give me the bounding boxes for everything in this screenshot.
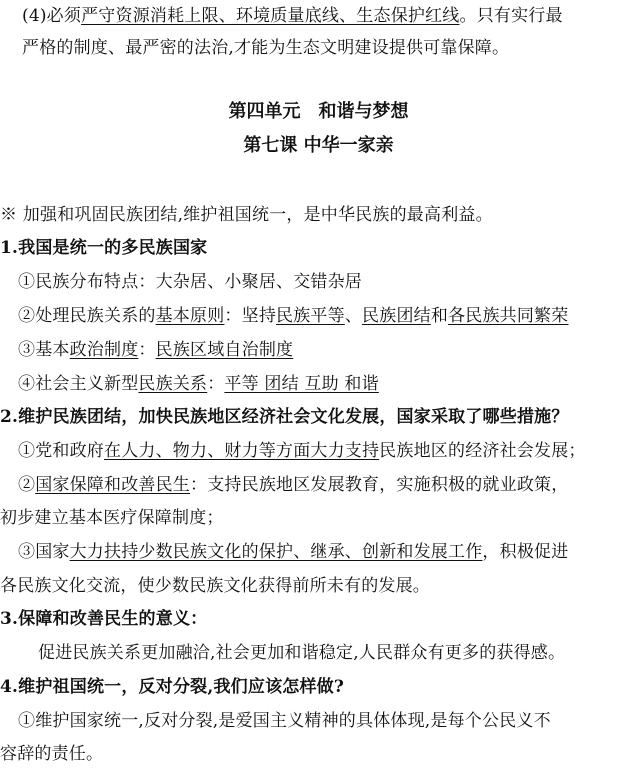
section2-item3-line1 — [18, 540, 568, 564]
s2-item3-culture-support: 大力扶持少数民族文化的保护、继承、创新和发展工作 — [69, 542, 483, 562]
top-point-underlined: 严守资源消耗上限、环境质量底线、生态保护红线 — [81, 6, 460, 26]
item2-equality: 民族平等 — [276, 306, 345, 326]
section1-heading: 1.我国是统一的多民族国家 — [0, 238, 208, 258]
s2-item2-text-a: ② — [18, 475, 36, 495]
item4-text-c: ： — [207, 374, 225, 394]
top-point-prefix: (4)必须 — [22, 6, 82, 26]
item2-basic-principle: 基本原则 — [155, 306, 225, 326]
top-point-line1 — [22, 4, 563, 28]
s2-item1-text-c: 民族地区的经济社会发展； — [379, 441, 586, 461]
unit-title: 第四单元 和谐与梦想 — [228, 101, 409, 122]
key-note: ※ 加强和巩固民族团结,维护祖国统一，是中华民族的最高利益。 — [0, 205, 493, 225]
item2-text-c: ：坚持 — [224, 306, 277, 326]
item3-text-a: ③基本 — [18, 340, 70, 360]
item2-text-e: 、 — [344, 306, 363, 326]
section2-heading: 2.维护民族团结，加快民族地区经济社会文化发展，国家采取了哪些措施？ — [0, 407, 569, 427]
item2-text-g: 和 — [430, 306, 449, 326]
section2-item2-line1 — [18, 473, 568, 497]
section1-item2 — [18, 304, 568, 328]
top-point-suffix: 。只有实行最 — [459, 6, 563, 26]
item4-ethnic-relations: 民族关系 — [138, 374, 208, 394]
section4-heading: 4.维护祖国统一，反对分裂,我们应该怎样做? — [0, 677, 345, 697]
item2-text-a: ②处理民族关系的 — [18, 306, 156, 326]
s2-item2-text-c: ：支持民族地区发展教育，实施积极的就业政策， — [190, 475, 569, 495]
lesson-title: 第七课 中华一家亲 — [243, 135, 394, 156]
section1-item4 — [18, 372, 379, 396]
item2-unity: 民族团结 — [362, 306, 431, 326]
section2-item1 — [18, 439, 586, 463]
section4-line2: 容辞的责任。 — [0, 744, 104, 764]
s2-item3-text-a: ③国家 — [18, 542, 70, 562]
section1-item3 — [18, 338, 293, 362]
item4-values: 平等 团结 互助 和谐 — [224, 374, 379, 394]
item3-text-c: ： — [138, 340, 156, 360]
top-point-line2: 严格的制度、最严密的法治,才能为生态文明建设提供可靠保障。 — [22, 38, 510, 58]
s2-item1-text-a: ①党和政府 — [18, 441, 104, 461]
section2-item2-line2: 初步建立基本医疗保障制度； — [0, 508, 224, 528]
section3-heading: 3.保障和改善民生的意义： — [0, 609, 208, 629]
item4-text-a: ④社会主义新型 — [18, 374, 139, 394]
section4-line1: ①维护国家统一,反对分裂,是爱国主义精神的具体体现,是每个公民义不 — [18, 711, 551, 731]
section1-item1: ①民族分布特点：大杂居、小聚居、交错杂居 — [18, 272, 362, 292]
item3-political-system: 政治制度 — [69, 340, 139, 360]
item2-prosperity: 各民族共同繁荣 — [448, 306, 569, 326]
section3-text: 促进民族关系更加融洽,社会更加和谐稳定,人民群众有更多的获得感。 — [38, 643, 566, 663]
s2-item3-text-c: ，积极促进 — [482, 542, 569, 562]
s2-item2-livelihood: 国家保障和改善民生 — [35, 475, 191, 495]
section2-item3-line2: 各民族文化交流，使少数民族文化获得前所未有的发展。 — [0, 576, 430, 596]
item3-autonomy-system: 民族区域自治制度 — [155, 340, 294, 360]
s2-item1-support: 在人力、物力、财力等方面大力支持 — [104, 441, 380, 461]
